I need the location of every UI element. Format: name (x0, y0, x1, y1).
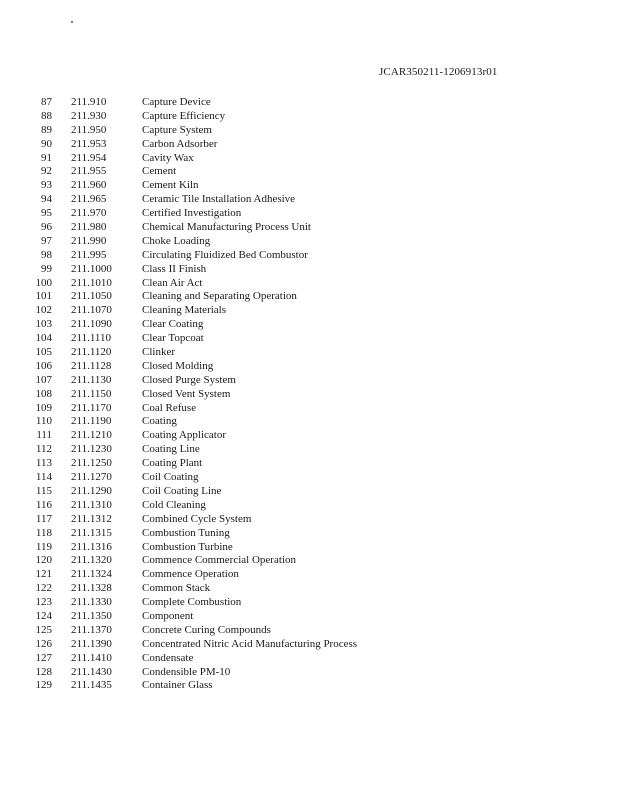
defined-term: Cleaning Materials (142, 304, 227, 317)
list-item (0, 457, 618, 471)
section-number: 211.990 (71, 234, 107, 247)
defined-term: Class II Finish (142, 262, 207, 275)
defined-term: Chemical Manufacturing Process Unit (142, 221, 311, 234)
defined-term: Complete Combustion (142, 596, 242, 609)
list-item (0, 249, 618, 263)
section-number: 211.1190 (71, 415, 112, 428)
line-number: 110 (35, 415, 52, 428)
line-number: 105 (35, 346, 52, 359)
section-number: 211.1310 (71, 498, 112, 511)
section-number: 211.953 (71, 137, 107, 150)
section-number: 211.1130 (71, 373, 112, 386)
defined-term: Common Stack (142, 582, 211, 595)
line-number: 94 (41, 193, 52, 206)
document-id: JCAR350211-1206913r01 (379, 66, 498, 78)
line-number: 97 (41, 234, 52, 247)
line-number: 92 (41, 165, 52, 178)
line-number: 120 (35, 554, 52, 567)
section-number: 211.1435 (71, 679, 112, 692)
defined-term: Commence Commercial Operation (142, 554, 296, 567)
defined-term: Coil Coating (142, 471, 199, 484)
defined-term: Container Glass (142, 679, 213, 692)
section-number: 211.1316 (71, 540, 112, 553)
defined-term: Cement Kiln (142, 179, 199, 192)
defined-term: Clear Topcoat (142, 332, 204, 345)
section-number: 211.1328 (71, 582, 112, 595)
defined-term: Cold Cleaning (142, 498, 206, 511)
section-number: 211.954 (71, 151, 107, 164)
section-number: 211.930 (71, 109, 107, 122)
section-number: 211.1210 (71, 429, 112, 442)
list-item (0, 415, 618, 429)
defined-term: Cavity Wax (142, 151, 194, 164)
line-number: 115 (35, 484, 52, 497)
defined-term: Coating (142, 415, 177, 428)
list-item (0, 679, 618, 693)
list-item (0, 638, 618, 652)
line-number: 114 (35, 471, 52, 484)
defined-term: Capture Efficiency (142, 109, 226, 122)
defined-term: Cleaning and Separating Operation (142, 290, 297, 303)
line-number: 102 (35, 304, 52, 317)
line-number: 111 (36, 429, 52, 442)
line-number: 117 (35, 512, 52, 525)
section-number: 211.1070 (71, 304, 112, 317)
list-item (0, 304, 618, 318)
line-number: 128 (35, 665, 52, 678)
list-item (0, 485, 618, 499)
line-number: 91 (41, 151, 52, 164)
section-number: 211.1390 (71, 637, 112, 650)
section-number: 211.1110 (71, 332, 112, 345)
section-number: 211.1430 (71, 665, 112, 678)
line-number: 125 (35, 623, 52, 636)
section-number: 211.1170 (71, 401, 112, 414)
list-item (0, 596, 618, 610)
section-number: 211.910 (71, 96, 107, 108)
line-number: 113 (35, 457, 52, 470)
defined-term: Component (142, 609, 194, 622)
section-number: 211.1010 (71, 276, 112, 289)
defined-term: Capture Device (142, 96, 211, 108)
list-item (0, 179, 618, 193)
line-number: 104 (35, 332, 52, 345)
defined-term: Commence Operation (142, 568, 239, 581)
defined-term: Carbon Adsorber (142, 137, 218, 150)
line-number: 107 (35, 373, 52, 386)
section-number: 211.1128 (71, 359, 112, 372)
list-item (0, 152, 618, 166)
line-number: 116 (35, 498, 52, 511)
list-item (0, 193, 618, 207)
defined-term: Condensible PM-10 (142, 665, 231, 678)
line-number: 129 (35, 679, 52, 692)
section-number: 211.1090 (71, 318, 112, 331)
list-item (0, 124, 618, 138)
list-item (0, 346, 618, 360)
line-number: 124 (35, 609, 52, 622)
list-item (0, 554, 618, 568)
section-number: 211.980 (71, 221, 107, 234)
list-item (0, 527, 618, 541)
defined-term: Clinker (142, 346, 175, 359)
defined-term: Clear Coating (142, 318, 204, 331)
defined-term: Cement (142, 165, 177, 178)
line-number: 122 (35, 582, 52, 595)
defined-term: Ceramic Tile Installation Adhesive (142, 193, 296, 206)
list-item (0, 96, 618, 110)
line-number: 123 (35, 596, 52, 609)
section-number: 211.1320 (71, 554, 112, 567)
section-number: 211.995 (71, 248, 107, 261)
list-item (0, 541, 618, 555)
line-number: 87 (41, 96, 52, 108)
defined-term: Certified Investigation (142, 207, 242, 220)
line-number: 90 (41, 137, 52, 150)
defined-term: Combustion Turbine (142, 540, 233, 553)
section-number: 211.950 (71, 123, 107, 136)
section-number: 211.960 (71, 179, 107, 192)
line-number: 119 (35, 540, 52, 553)
line-number: 127 (35, 651, 52, 664)
list-item (0, 666, 618, 680)
list-item (0, 624, 618, 638)
defined-term: Closed Purge System (142, 373, 236, 386)
list-item (0, 165, 618, 179)
section-number: 211.1050 (71, 290, 112, 303)
section-number: 211.1350 (71, 609, 112, 622)
defined-term: Coating Applicator (142, 429, 227, 442)
line-number: 118 (35, 526, 52, 539)
section-number: 211.1000 (71, 262, 112, 275)
line-number: 103 (35, 318, 52, 331)
list-item (0, 332, 618, 346)
section-number: 211.970 (71, 207, 107, 220)
section-number: 211.1230 (71, 443, 112, 456)
list-item (0, 290, 618, 304)
section-number: 211.965 (71, 193, 107, 206)
defined-term: Coal Refuse (142, 401, 197, 414)
section-number: 211.1290 (71, 484, 112, 497)
defined-term: Combustion Tuning (142, 526, 230, 539)
list-item (0, 138, 618, 152)
line-number: 89 (41, 123, 52, 136)
defined-term: Closed Vent System (142, 387, 231, 400)
list-item (0, 374, 618, 388)
line-number: 99 (41, 262, 52, 275)
section-number: 211.1120 (71, 346, 112, 359)
line-number: 109 (35, 401, 52, 414)
section-number: 211.1330 (71, 596, 112, 609)
list-item (0, 610, 618, 624)
list-item (0, 221, 618, 235)
list-item (0, 388, 618, 402)
list-item (0, 499, 618, 513)
section-number: 211.1370 (71, 623, 112, 636)
list-item (0, 263, 618, 277)
list-item (0, 513, 618, 527)
defined-term: Coil Coating Line (142, 484, 222, 497)
list-item (0, 568, 618, 582)
list-item (0, 277, 618, 291)
line-number: 121 (35, 568, 52, 581)
defined-term: Concrete Curing Compounds (142, 623, 271, 636)
list-item (0, 110, 618, 124)
list-item (0, 402, 618, 416)
definitions-list (0, 96, 618, 693)
line-number: 88 (41, 109, 52, 122)
scan-speck (71, 21, 73, 23)
section-number: 211.1324 (71, 568, 112, 581)
defined-term: Combined Cycle System (142, 512, 252, 525)
line-number: 98 (41, 248, 52, 261)
section-number: 211.1250 (71, 457, 112, 470)
list-item (0, 471, 618, 485)
defined-term: Clean Air Act (142, 276, 203, 289)
list-item (0, 235, 618, 249)
list-item (0, 443, 618, 457)
section-number: 211.1410 (71, 651, 112, 664)
defined-term: Condensate (142, 651, 194, 664)
line-number: 108 (35, 387, 52, 400)
line-number: 95 (41, 207, 52, 220)
defined-term: Capture System (142, 123, 212, 136)
line-number: 101 (35, 290, 52, 303)
line-number: 126 (35, 637, 52, 650)
defined-term: Choke Loading (142, 234, 211, 247)
line-number: 112 (35, 443, 52, 456)
list-item (0, 429, 618, 443)
list-item (0, 652, 618, 666)
section-number: 211.955 (71, 165, 107, 178)
defined-term: Coating Line (142, 443, 200, 456)
section-number: 211.1270 (71, 471, 112, 484)
line-number: 106 (35, 359, 52, 372)
list-item (0, 360, 618, 374)
list-item (0, 582, 618, 596)
defined-term: Closed Molding (142, 359, 214, 372)
defined-term: Circulating Fluidized Bed Combustor (142, 248, 308, 261)
defined-term: Concentrated Nitric Acid Manufacturing Process (142, 637, 358, 650)
list-item (0, 318, 618, 332)
defined-term: Coating Plant (142, 457, 203, 470)
line-number: 93 (41, 179, 52, 192)
line-number: 96 (41, 221, 52, 234)
section-number: 211.1315 (71, 526, 112, 539)
section-number: 211.1150 (71, 387, 112, 400)
section-number: 211.1312 (71, 512, 112, 525)
line-number: 100 (35, 276, 52, 289)
list-item (0, 207, 618, 221)
